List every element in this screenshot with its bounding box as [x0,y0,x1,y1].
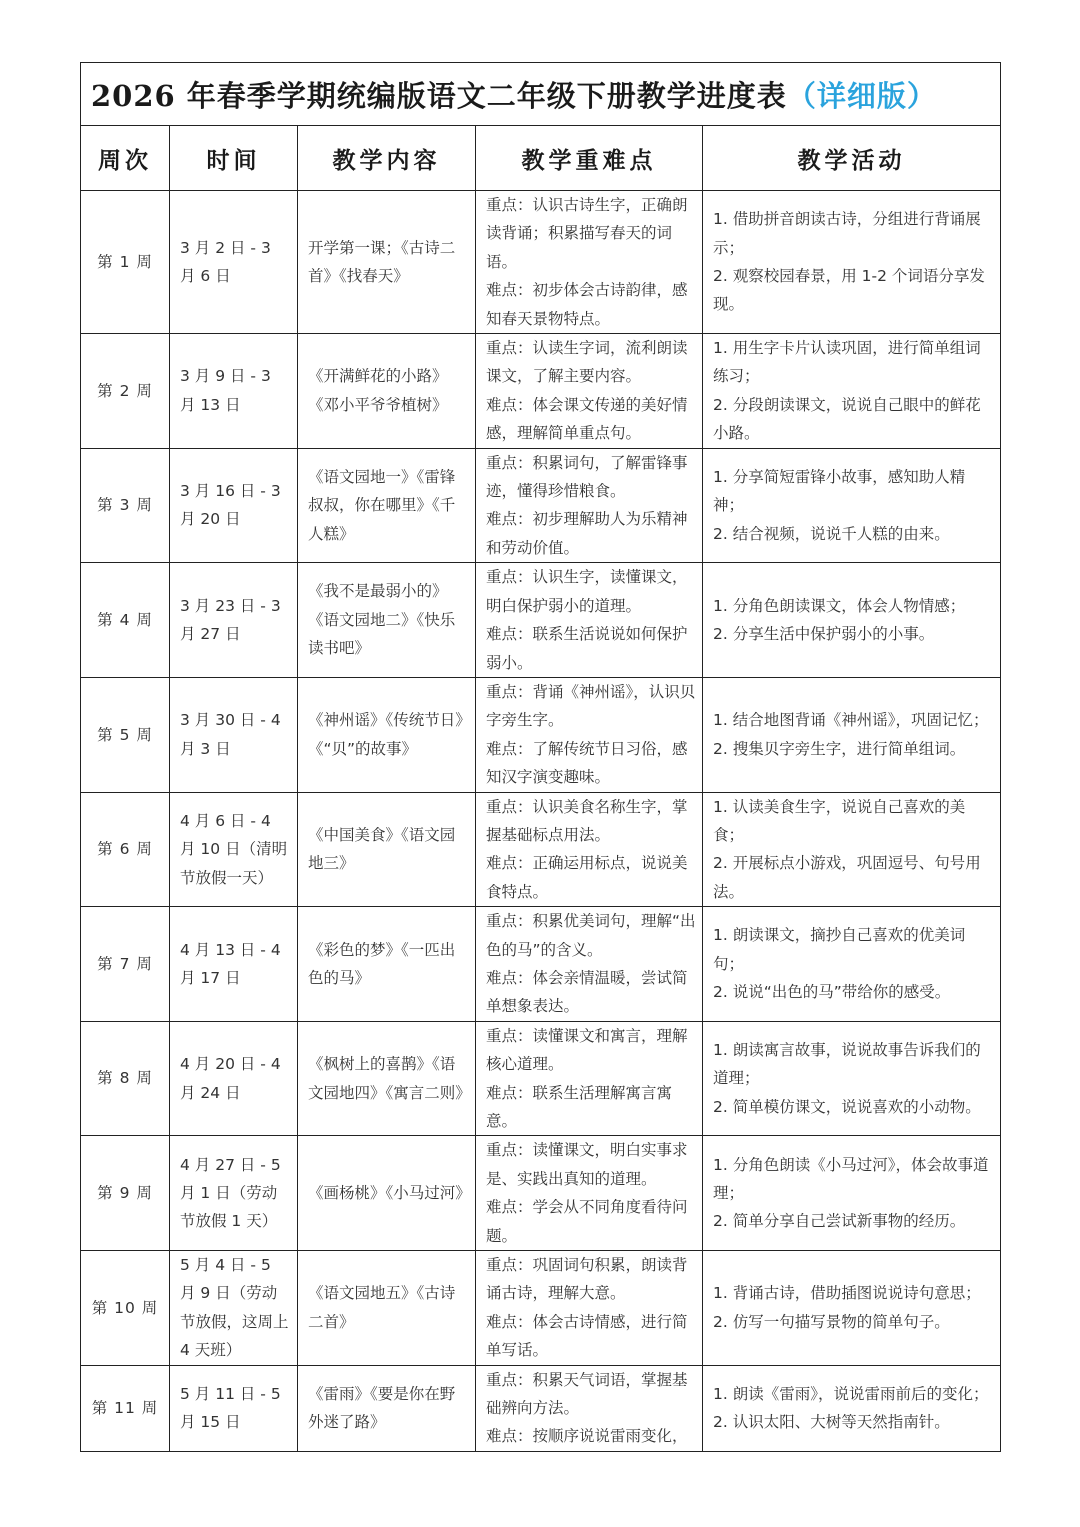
table-row [81,1251,1001,1366]
keypoints-cell [476,563,703,678]
difficulty-line: 难点：了解传统节日习俗，感知汉字演变趣味。 [486,739,688,787]
content-cell: 《语文园地五》《古诗二首》 [298,1251,476,1366]
difficulty-line: 难点：初步体会古诗韵律，感知春天景物特点。 [486,281,688,328]
activity-item: 1. 借助拼音朗读古诗，分组进行背诵展示； [713,210,981,257]
week-cell: 第 5 周 [81,677,170,792]
difficulty-line: 难点：联系生活说说如何保护弱小。 [486,625,688,672]
activity-item: 1. 朗读课文，摘抄自己喜欢的优美词句； [713,926,966,973]
difficulty-line: 难点：正确运用标点，说说美食特点。 [486,854,688,901]
table-header-row [81,126,1001,191]
activity-item: 1. 认读美食生字，说说自己喜欢的美食； [713,797,966,844]
table-body [81,191,1001,1452]
title-main: 2026 年春季学期统编版语文二年级下册教学进度表 [91,78,787,113]
activity-item: 2. 认识太阳、大树等天然指南针。 [713,1413,950,1432]
content-cell: 《神州谣》《传统节日》《“贝”的故事》 [298,677,476,792]
time-cell: 3 月 23 日 - 3 月 27 日 [170,563,298,678]
activity-item: 1. 朗读寓言故事，说说故事告诉我们的道理； [713,1040,981,1088]
time-cell: 3 月 9 日 - 3 月 13 日 [170,334,298,449]
header-week: 周次 [81,126,170,191]
content-cell: 开学第一课；《古诗二首》《找春天》 [298,191,476,334]
content-cell: 《雷雨》《要是你在野外迷了路》 [298,1365,476,1451]
time-cell: 3 月 30 日 - 4 月 3 日 [170,677,298,792]
header-time: 时间 [170,126,298,191]
table-row [81,563,1001,678]
activities-cell [703,1021,1001,1136]
page-title [81,63,1001,126]
difficulty-line: 难点：按顺序说说雷雨变化， [486,1427,688,1446]
activity-item: 2. 简单分享自己尝试新事物的经历。 [713,1212,966,1231]
time-cell: 5 月 4 日 - 5 月 9 日（劳动节放假，这周上 4 天班） [170,1251,298,1366]
table-row [81,1136,1001,1251]
activities-cell [703,334,1001,449]
activity-item: 1. 用生字卡片认读巩固，进行简单组词练习； [713,339,981,386]
activity-item: 2. 分享生活中保护弱小的小事。 [713,625,935,644]
time-cell: 4 月 6 日 - 4 月 10 日（清明节放假一天） [170,792,298,907]
activity-item: 2. 开展标点小游戏，巩固逗号、句号用法。 [713,854,981,901]
keypoints-cell [476,334,703,449]
week-cell: 第 10 周 [81,1251,170,1366]
table-row [81,792,1001,907]
keypoint-line: 重点：积累词句，了解雷锋事迹，懂得珍惜粮食。 [486,453,688,501]
activity-item: 1. 朗读《雷雨》，说说雷雨前后的变化； [713,1384,989,1403]
activities-cell [703,448,1001,563]
keypoints-cell [476,191,703,334]
keypoints-cell [476,448,703,563]
week-cell: 第 7 周 [81,907,170,1022]
keypoints-cell [476,792,703,907]
activities-cell [703,563,1001,678]
activity-item: 2. 简单模仿课文，说说喜欢的小动物。 [713,1097,981,1116]
difficulty-line: 难点：学会从不同角度看待问题。 [486,1198,688,1245]
header-keypoints: 教学重难点 [476,126,703,191]
difficulty-line: 难点：体会亲情温暖，尝试简单想象表达。 [486,968,688,1016]
title-accent: （详细版） [786,78,937,113]
keypoint-line: 重点：积累优美词句，理解“出色的马”的含义。 [486,912,696,959]
table-row [81,448,1001,563]
table-row [81,334,1001,449]
header-activities: 教学活动 [703,126,1001,191]
table-row [81,1365,1001,1451]
difficulty-line: 难点：体会课文传递的美好情感，理解简单重点句。 [486,395,688,443]
content-cell: 《枫树上的喜鹊》《语文园地四》《寓言二则》 [298,1021,476,1136]
week-cell: 第 9 周 [81,1136,170,1251]
content-cell: 《开满鲜花的小路》《邓小平爷爷植树》 [298,334,476,449]
table-row [81,677,1001,792]
schedule-sheet [80,62,1000,1452]
week-cell: 第 4 周 [81,563,170,678]
time-cell: 3 月 2 日 - 3 月 6 日 [170,191,298,334]
header-content: 教学内容 [298,126,476,191]
week-cell: 第 2 周 [81,334,170,449]
activities-cell [703,1251,1001,1366]
keypoints-cell [476,1021,703,1136]
content-cell: 《画杨桃》《小马过河》 [298,1136,476,1251]
schedule-table [80,62,1001,1452]
activity-item: 1. 分享简短雷锋小故事，感知助人精神； [713,467,966,515]
keypoints-cell [476,1251,703,1366]
activities-cell [703,907,1001,1022]
week-cell: 第 6 周 [81,792,170,907]
keypoints-cell [476,1365,703,1451]
time-cell: 4 月 13 日 - 4 月 17 日 [170,907,298,1022]
activity-item: 1. 背诵古诗，借助插图说说诗句意思； [713,1284,981,1303]
activity-item: 2. 结合视频，说说千人糕的由来。 [713,524,950,543]
week-cell: 第 11 周 [81,1365,170,1451]
difficulty-line: 难点：初步理解助人为乐精神和劳动价值。 [486,510,688,557]
content-cell: 《我不是最弱小的》《语文园地二》《快乐读书吧》 [298,563,476,678]
table-row [81,1021,1001,1136]
activities-cell [703,792,1001,907]
activities-cell [703,1365,1001,1451]
keypoints-cell [476,907,703,1022]
week-cell: 第 1 周 [81,191,170,334]
time-cell: 4 月 20 日 - 4 月 24 日 [170,1021,298,1136]
activity-item: 1. 分角色朗读课文，体会人物情感； [713,596,966,615]
content-cell: 《中国美食》《语文园地三》 [298,792,476,907]
keypoint-line: 重点：认识古诗生字，正确朗读背诵；积累描写春天的词语。 [486,196,688,271]
keypoints-cell [476,677,703,792]
activity-item: 2. 分段朗读课文，说说自己眼中的鲜花小路。 [713,395,981,443]
activities-cell [703,191,1001,334]
week-cell: 第 8 周 [81,1021,170,1136]
keypoint-line: 重点：认识美食名称生字，掌握基础标点用法。 [486,797,688,844]
activity-item: 1. 结合地图背诵《神州谣》，巩固记忆； [713,711,989,730]
activity-item: 1. 分角色朗读《小马过河》，体会故事道理； [713,1155,989,1203]
keypoint-line: 重点：读懂课文和寓言，理解核心道理。 [486,1026,688,1074]
table-row [81,191,1001,334]
keypoint-line: 重点：认读生字词，流利朗读课文，了解主要内容。 [486,339,688,386]
keypoint-line: 重点：积累天气词语，掌握基础辨向方法。 [486,1370,688,1418]
time-cell: 3 月 16 日 - 3 月 20 日 [170,448,298,563]
activity-item: 2. 说说“出色的马”带给你的感受。 [713,983,951,1002]
keypoint-line: 重点：读懂课文，明白实事求是、实践出真知的道理。 [486,1141,688,1188]
time-cell: 5 月 11 日 - 5 月 15 日 [170,1365,298,1451]
difficulty-line: 难点：体会古诗情感，进行简单写话。 [486,1312,688,1360]
keypoint-line: 重点：认识生字，读懂课文，明白保护弱小的道理。 [486,568,688,615]
activity-item: 2. 搜集贝字旁生字，进行简单组词。 [713,739,966,758]
content-cell: 《语文园地一》《雷锋叔叔，你在哪里》《千人糕》 [298,448,476,563]
activity-item: 2. 仿写一句描写景物的简单句子。 [713,1312,950,1331]
time-cell: 4 月 27 日 - 5 月 1 日（劳动节放假 1 天） [170,1136,298,1251]
content-cell: 《彩色的梦》《一匹出色的马》 [298,907,476,1022]
activities-cell [703,1136,1001,1251]
week-cell: 第 3 周 [81,448,170,563]
keypoints-cell [476,1136,703,1251]
keypoint-line: 重点：背诵《神州谣》，认识贝字旁生字。 [486,682,696,730]
table-row [81,907,1001,1022]
activity-item: 2. 观察校园春景，用 1-2 个词语分享发现。 [713,267,985,314]
difficulty-line: 难点：联系生活理解寓言寓意。 [486,1083,673,1130]
keypoint-line: 重点：巩固词句积累，朗读背诵古诗，理解大意。 [486,1256,688,1303]
activities-cell [703,677,1001,792]
